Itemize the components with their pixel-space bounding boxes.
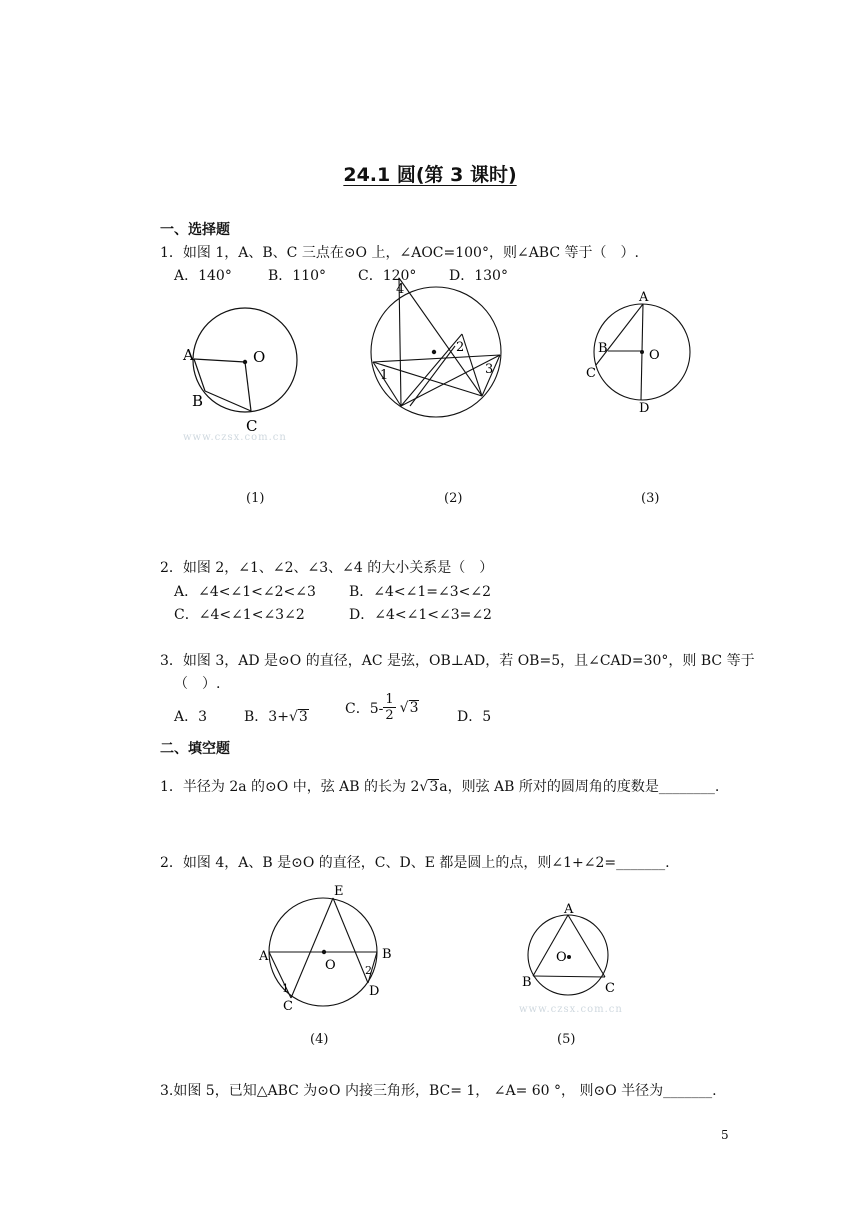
q3-stem-cont: （ ）. — [174, 676, 221, 692]
figure-2 — [360, 270, 510, 420]
f1-prefix: 1．半径为 2a 的⊙O 中，弦 AB 的长为 2 — [160, 779, 420, 795]
q1-option-d: D．130° — [449, 268, 508, 284]
q3-option-a: A．3 — [174, 709, 208, 725]
f1-radicand: 3 — [429, 779, 439, 795]
fig1-caption: (1) — [246, 491, 265, 506]
q2-option-d: D．∠4<∠1<∠3=∠2 — [349, 607, 492, 623]
section-heading-choice: 一、选择题 — [160, 222, 230, 238]
q1-option-c: C．120° — [358, 268, 417, 284]
q3-option-c-radicand: 3 — [409, 700, 419, 716]
q2-option-c: C．∠4<∠1<∠3∠2 — [174, 607, 305, 623]
figure-3 — [580, 285, 700, 420]
figure-4 — [255, 880, 395, 1020]
fig3-label-o: O — [649, 348, 660, 363]
fig3-label-b: B — [598, 341, 608, 356]
fig4-label-1: 1 — [282, 982, 289, 995]
page-number: 5 — [721, 1128, 729, 1142]
q3-option-c-prefix: C．5- — [345, 700, 384, 717]
figure-1 — [175, 300, 315, 450]
q1-option-a: A．140° — [174, 268, 232, 284]
fig1-label-b: B — [192, 392, 204, 410]
watermark-2: www.czsx.com.cn — [519, 1004, 623, 1015]
q3-option-c-fraction — [383, 692, 395, 723]
fig4-label-d: D — [369, 984, 380, 999]
fig2-caption: (2) — [444, 491, 463, 506]
q3-option-b-prefix: B．3+ — [244, 709, 289, 725]
q3-option-c: C．5- $\frac{1}{2}$ √ 3 — [345, 692, 419, 723]
fig1-label-o: O — [253, 348, 266, 366]
f2-stem: 2．如图 4，A、B 是⊙O 的直径，C、D、E 都是圆上的点，则∠1+∠2=_______. — [160, 855, 670, 871]
watermark-1: www.czsx.com.cn — [183, 432, 287, 443]
fig3-label-c: C — [586, 366, 596, 381]
fig4-caption: (4) — [310, 1032, 329, 1047]
fig4-label-o: O — [325, 958, 336, 973]
fig5-caption: (5) — [557, 1032, 576, 1047]
fig5-label-c: C — [605, 981, 615, 996]
fig1-label-c: C — [246, 417, 258, 435]
q2-option-b: B．∠4<∠1=∠3<∠2 — [349, 584, 492, 600]
q3-frac-numerator: 1 — [385, 692, 394, 707]
fig2-label-4: 4 — [396, 282, 405, 297]
fig2-label-1: 1 — [380, 368, 389, 383]
q2-stem: 2．如图 2，∠1、∠2、∠3、∠4 的大小关系是（ ） — [160, 560, 494, 576]
q3-stem: 3．如图 3，AD 是⊙O 的直径，AC 是弦，OB⊥AD，若 OB=5，且∠CAD=30°，则 BC 等于 — [160, 653, 755, 669]
f1-stem: 1．半径为 2a 的⊙O 中，弦 AB 的长为 2√3a，则弦 AB 所对的圆周角的度数是________. — [160, 779, 720, 795]
q3-option-b: B．3+√3 — [244, 709, 308, 725]
q1-option-b: B．110° — [268, 268, 327, 284]
fig5-label-a: A — [564, 902, 574, 917]
page-title: 24.1 圆(第 3 课时) — [343, 164, 517, 186]
fig3-label-d: D — [639, 401, 650, 416]
fig4-label-c: C — [283, 999, 293, 1014]
fig2-label-2: 2 — [456, 340, 465, 355]
q2-option-a: A．∠4<∠1<∠2<∠3 — [174, 584, 316, 600]
fig1-label-a: A — [183, 346, 194, 364]
fig4-label-b: B — [382, 947, 392, 962]
fig5-label-b: B — [522, 975, 532, 990]
fig5-label-o: O — [556, 950, 567, 965]
q3-option-d: D．5 — [457, 709, 492, 725]
fig4-label-2: 2 — [365, 964, 372, 977]
q3-frac-denominator: 2 — [385, 708, 394, 723]
q3-option-b-radicand: 3 — [298, 709, 308, 725]
section-heading-fill: 二、填空题 — [160, 741, 230, 757]
fig3-caption: (3) — [641, 491, 660, 506]
fig4-label-a: A — [259, 949, 269, 964]
fig2-label-3: 3 — [485, 362, 494, 377]
fig3-label-a: A — [639, 290, 649, 305]
q1-stem: 1．如图 1，A、B、C 三点在⊙O 上，∠AOC=100°，则∠ABC 等于（ ）. — [160, 245, 639, 261]
f3-stem: 3.如图 5，已知△ABC 为⊙O 内接三角形，BC= 1， ∠A= 60 °， 则⊙O 半径为_______. — [160, 1083, 717, 1099]
fig4-label-e: E — [334, 884, 344, 899]
f1-suffix: a，则弦 AB 所对的圆周角的度数是________. — [439, 779, 720, 795]
figure-5 — [515, 895, 625, 1010]
